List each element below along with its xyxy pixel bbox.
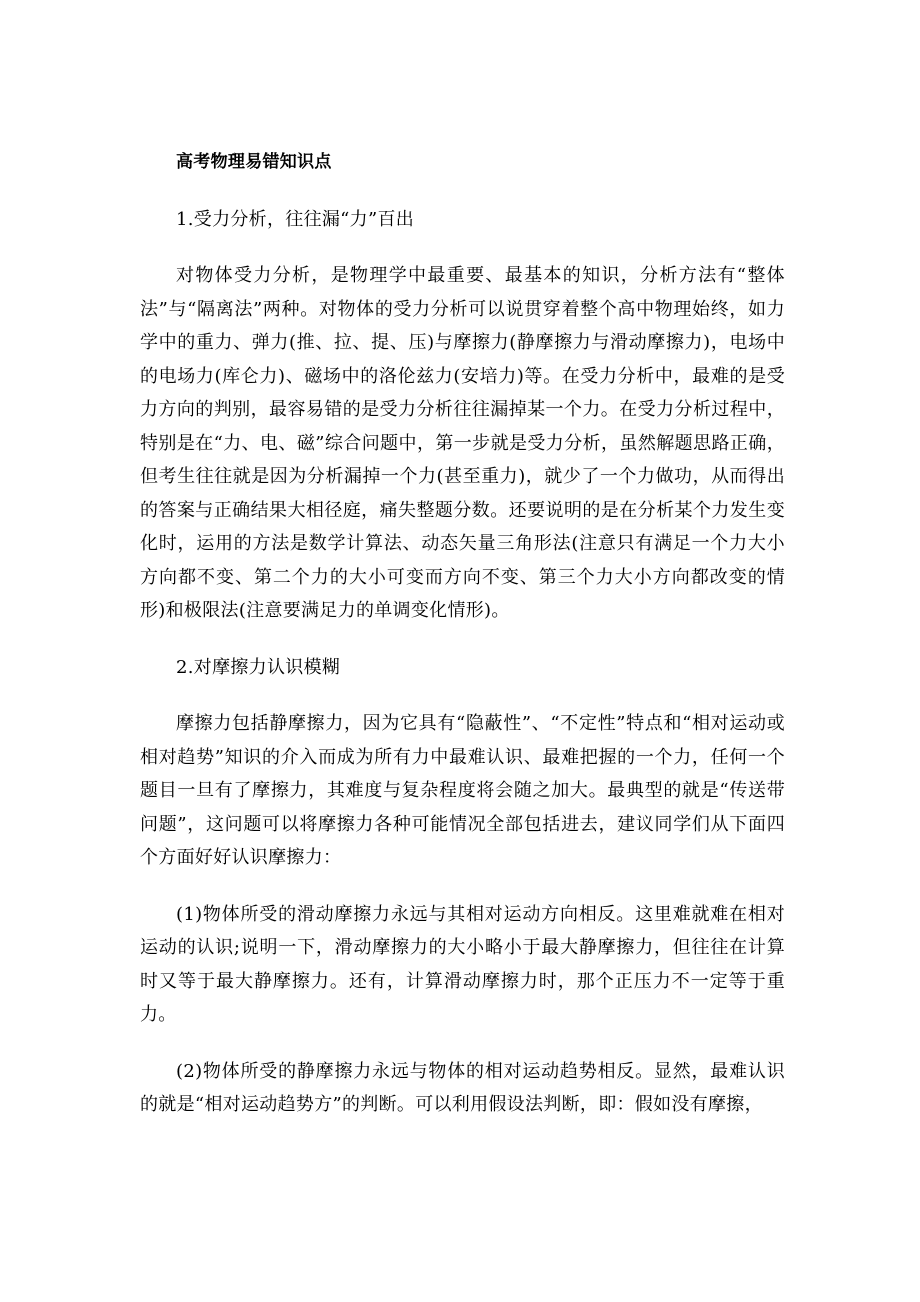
section-2-point-2: (2)物体所受的静摩擦力永远与物体的相对运动趋势相反。显然，最难认识的就是“相对运动趋势方”的判断。可以利用假设法判断，即：假如没有摩擦，	[140, 1060, 785, 1115]
document-body	[140, 146, 785, 1145]
document-title: 高考物理易错知识点	[176, 152, 332, 172]
section-2-heading: 2.对摩擦力认识模糊	[176, 656, 341, 678]
section-1-heading: 1.受力分析，往往漏“力”百出	[176, 208, 415, 230]
section-1-paragraph: 对物体受力分析，是物理学中最重要、最基本的知识，分析方法有“整体法”与“隔离法”两种。对物体的受力分析可以说贯穿着整个高中物理始终，如力学中的重力、弹力(推、拉、提、压)与摩擦力(静摩擦力与滑动摩擦力)，电场中的电场力(库仑力)、磁场中的洛伦兹力(安培力)等。在受力分析中，最难的是受力方向的判别，最容易错的是受力分析往往漏掉某一个力。在受力分析过程中，特别是在“力、电、磁”综合问题中，第一步就是受力分析，虽然解题思路正确，但考生往往就是因为分析漏掉一个力(甚至重力)，就少了一个力做功，从而得出的答案与正确结果大相径庭，痛失整题分数。还要说明的是在分析某个力发生变化时，运用的方法是数学计算法、动态矢量三角形法(注意只有满足一个力大小方向都不变、第二个力的大小可变而方向不变、第三个力大小方向都改变的情形)和极限法(注意要满足力的单调变化情形)。	[140, 265, 785, 621]
section-2-paragraph: 摩擦力包括静摩擦力，因为它具有“隐蔽性”、“不定性”特点和“相对运动或相对趋势”知识的介入而成为所有力中最难认识、最难把握的一个力，任何一个题目一旦有了摩擦力，其难度与复杂程度将会随之加大。最典型的就是“传送带问题”，这问题可以将摩擦力各种可能情况全部包括进去，建议同学们从下面四个方面好好认识摩擦力：	[140, 713, 785, 868]
section-2-point-1: (1)物体所受的滑动摩擦力永远与其相对运动方向相反。这里难就难在相对运动的认识;说明一下，滑动摩擦力的大小略小于最大静摩擦力，但往往在计算时又等于最大静摩擦力。还有，计算滑动摩擦力时，那个正压力不一定等于重力。	[140, 903, 785, 1025]
